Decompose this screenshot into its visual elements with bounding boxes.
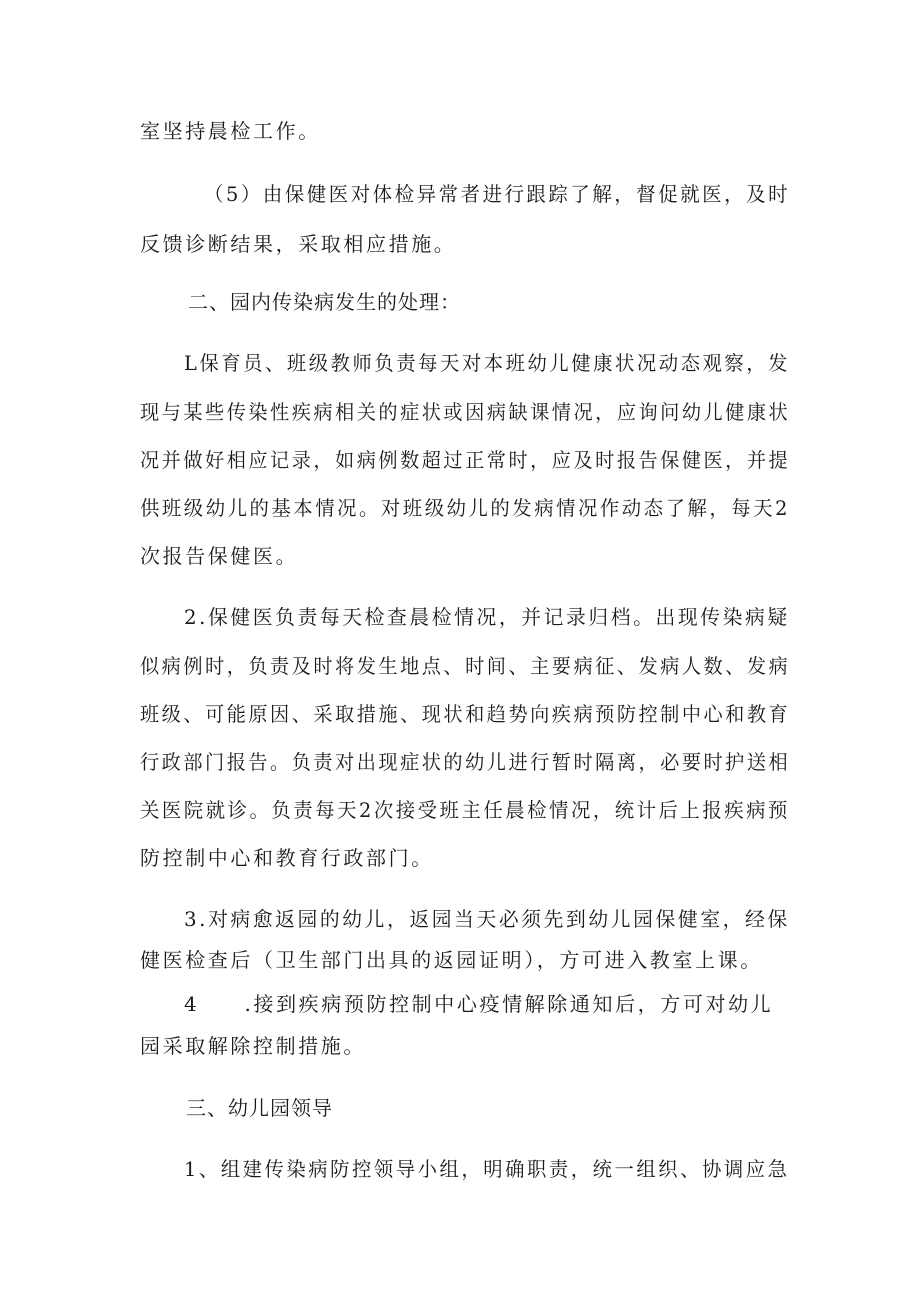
text-line: 次报告保健医。 — [140, 544, 299, 568]
text-line: 况并做好相应记录，如病例数超过正常时，应及时报告保健医，并提 — [140, 448, 791, 472]
text-line: 现与某些传染性疾病相关的症状或因病缺课情况，应询问幼儿健康状 — [140, 400, 791, 424]
text-line: 班级、可能原因、采取措施、现状和趋势向疾病预防控制中心和教育 — [140, 702, 791, 726]
text-line: 室坚持晨检工作。 — [140, 119, 321, 143]
text-line: 反馈诊断结果，采取相应措施。 — [140, 232, 457, 256]
section-heading: 三、幼儿园领导 — [186, 1096, 333, 1120]
text-line: 3.对病愈返园的幼儿，返园当天必须先到幼儿园保健室，经保 — [184, 907, 790, 931]
text-line: （5）由保健医对体检异常者进行跟踪了解，督促就医，及时 — [204, 182, 791, 206]
text-line: 园采取解除控制措施。 — [140, 1034, 366, 1058]
text-line: 2.保健医负责每天检查晨检情况，并记录归档。出现传染病疑 — [184, 605, 790, 629]
text-line: 1、组建传染病防控领导小组，明确职责，统一组织、协调应急 — [184, 1157, 790, 1181]
text-line: 4 .接到疾病预防控制中心疫情解除通知后，方可对幼儿 — [184, 992, 774, 1016]
text-line: 似病例时，负责及时将发生地点、时间、主要病征、发病人数、发病 — [140, 654, 791, 678]
text-line: 防控制中心和教育行政部门。 — [140, 846, 434, 870]
text-line: 关医院就诊。负责每天2次接受班主任晨检情况，统计后上报疾病预 — [140, 798, 790, 822]
text-line: L保育员、班级教师负责每天对本班幼儿健康状况动态观察，发 — [184, 351, 791, 375]
section-heading: 二、园内传染病发生的处理： — [188, 290, 461, 314]
text-line: 供班级幼儿的基本情况。对班级幼儿的发病情况作动态了解，每天2 — [140, 496, 790, 520]
text-line: 行政部门报告。负责对出现症状的幼儿进行暂时隔离，必要时护送相 — [140, 750, 791, 774]
text-line: 健医检查后（卫生部门出具的返园证明），方可进入教室上课。 — [140, 948, 763, 972]
